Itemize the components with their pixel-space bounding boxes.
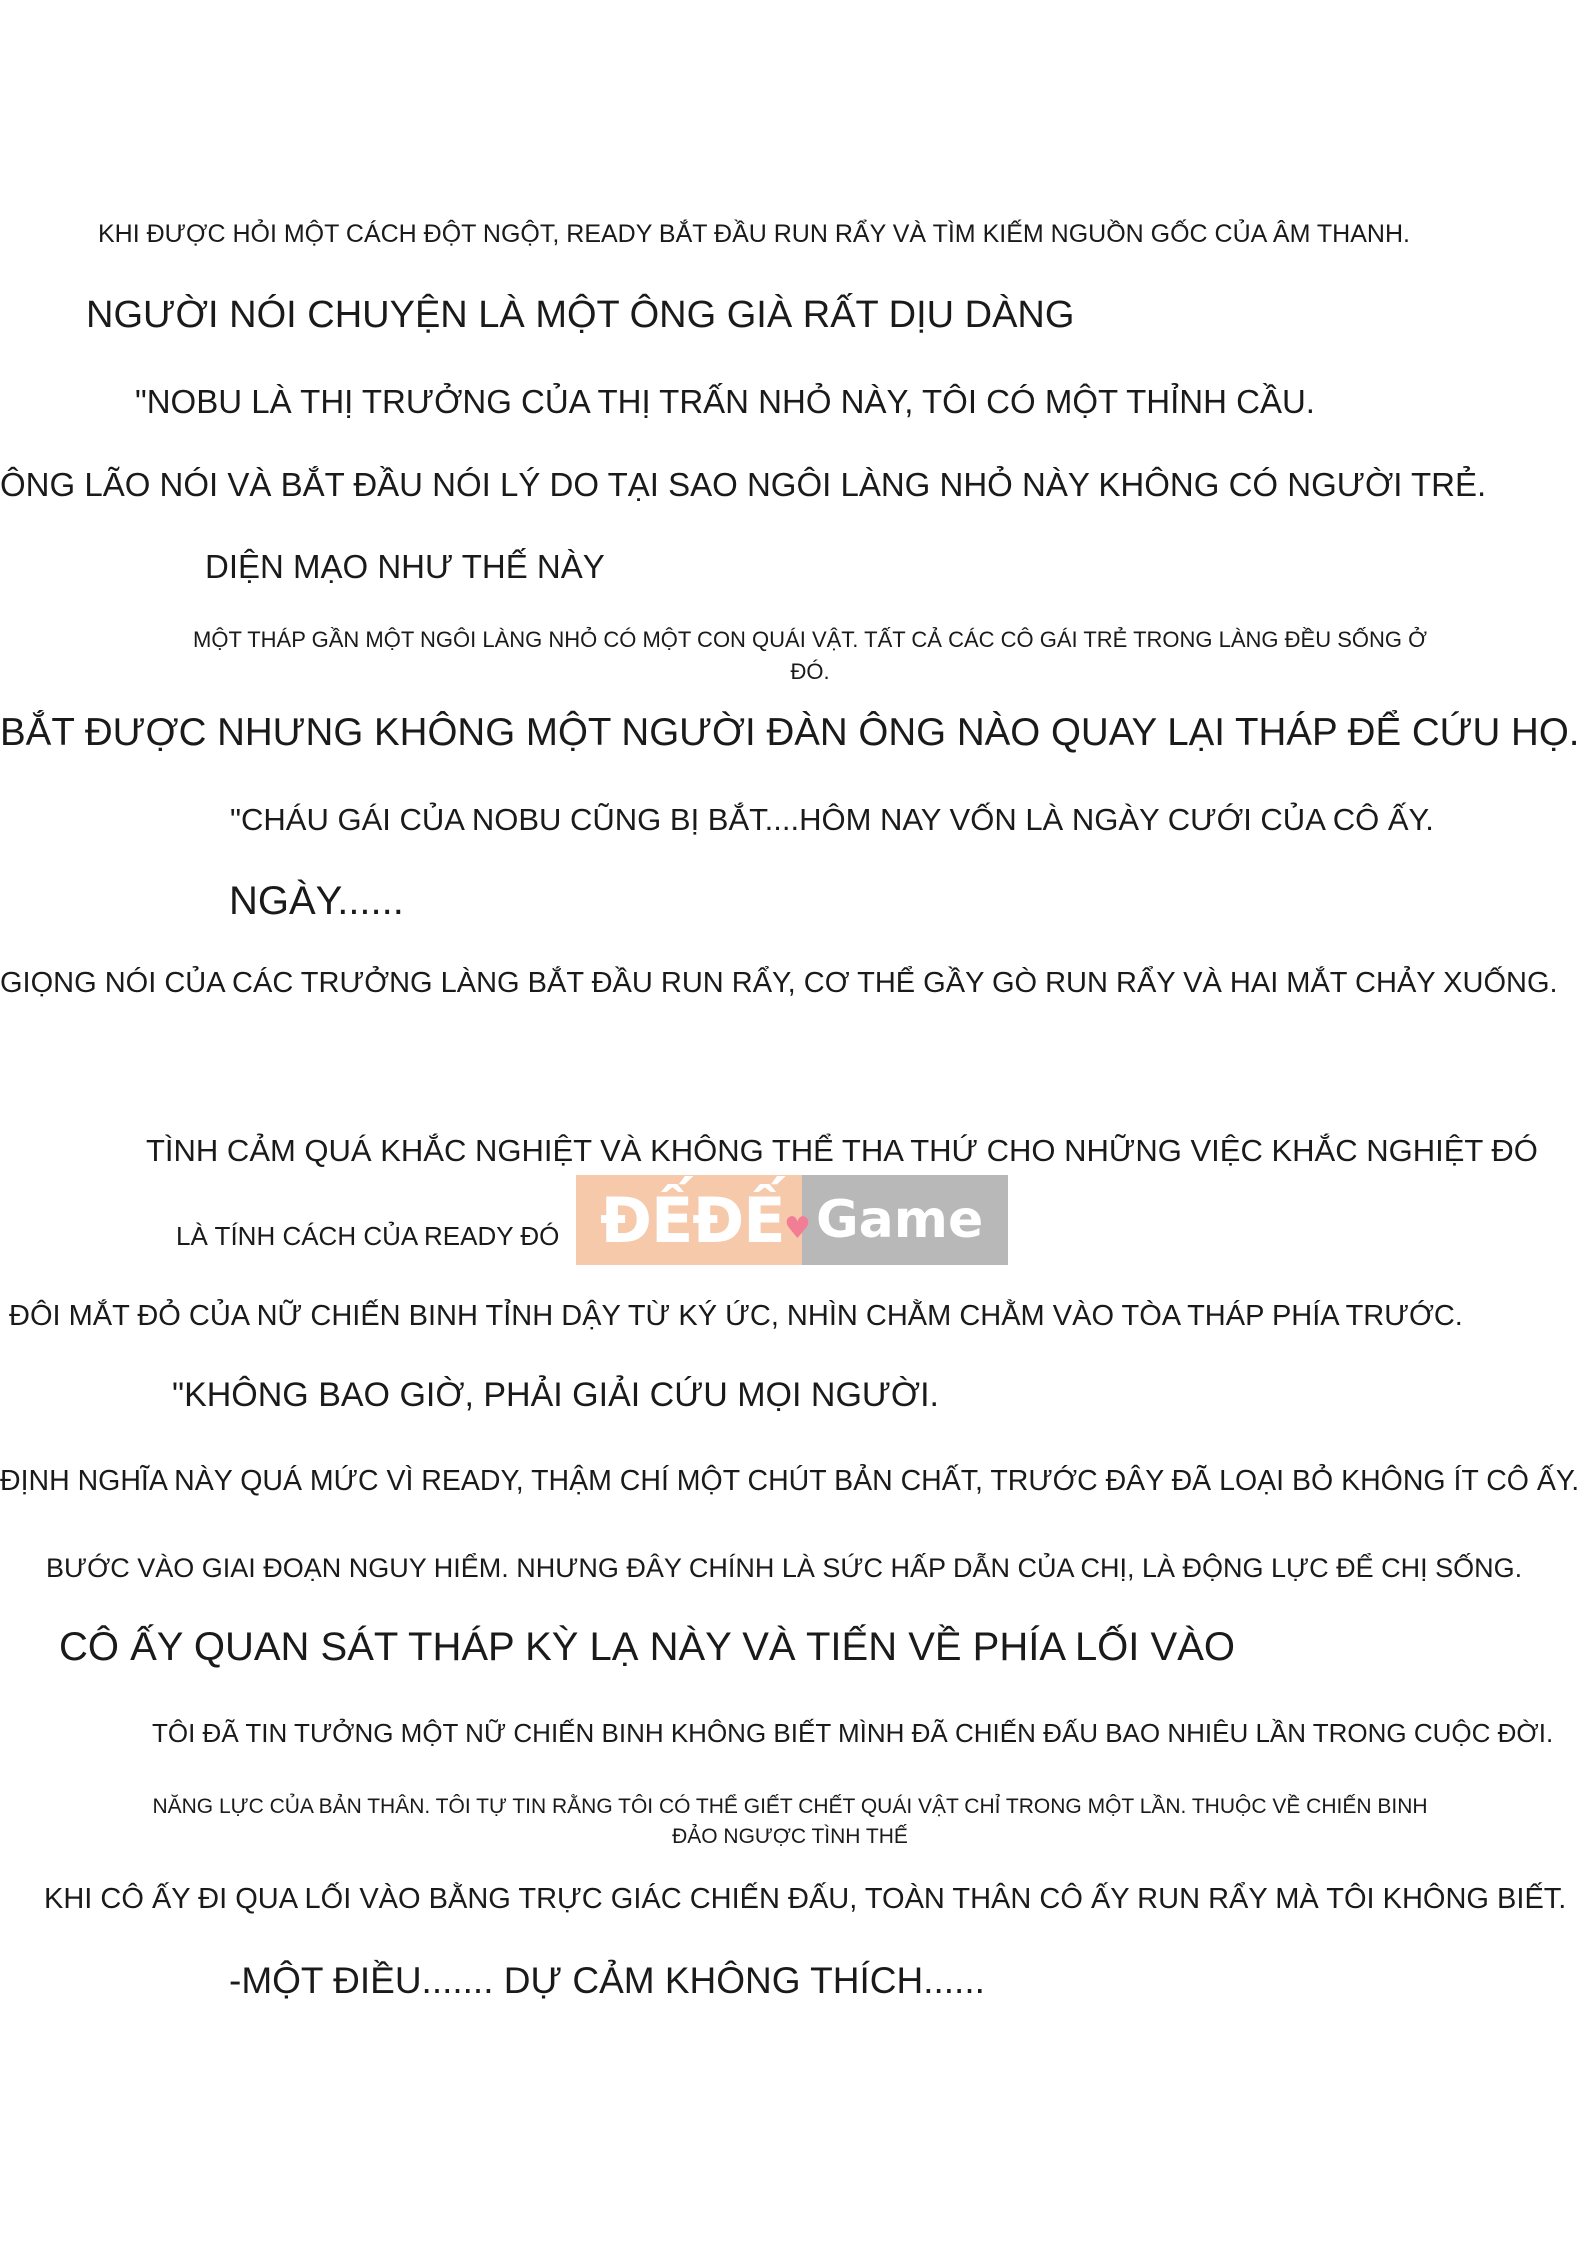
- paragraph-8: "CHÁU GÁI CỦA NOBU CŨNG BỊ BẮT....HÔM NAY VỐN LÀ NGÀY CƯỚI CỦA CÔ ẤY.: [230, 802, 1434, 837]
- paragraph-18: TÔI ĐÃ TIN TƯỞNG MỘT NỮ CHIẾN BINH KHÔNG BIẾT MÌNH ĐÃ CHIẾN ĐẤU BAO NHIÊU LẦN TRONG CUỘC ĐỜI.: [152, 1718, 1554, 1748]
- paragraph-7: BẮT ĐƯỢC NHƯNG KHÔNG MỘT NGƯỜI ĐÀN ÔNG NÀO QUAY LẠI THÁP ĐỂ CỨU HỌ.: [0, 711, 1580, 754]
- paragraph-3: "NOBU LÀ THỊ TRƯỞNG CỦA THỊ TRẤN NHỎ NÀY, TÔI CÓ MỘT THỈNH CẦU.: [135, 383, 1315, 420]
- paragraph-13: ĐÔI MẮT ĐỎ CỦA NỮ CHIẾN BINH TỈNH DẬY TỪ KÝ ỨC, NHÌN CHẰM CHẰM VÀO TÒA THÁP PHÍA TRƯỚC.: [9, 1300, 1463, 1332]
- heart-icon: ♥: [784, 1211, 811, 1246]
- paragraph-19: NĂNG LỰC CỦA BẢN THÂN. TÔI TỰ TIN RẰNG TÔI CÓ THỂ GIẾT CHẾT QUÁI VẬT CHỈ TRONG MỘT LẦN. THUỘC VỀ CHIẾN BINH ĐẢO NGƯỢC TÌNH THẾ: [152, 1795, 1428, 1849]
- watermark-brand-right: Game: [802, 1175, 1008, 1265]
- watermark-logo: [576, 1175, 1008, 1265]
- paragraph-16: BƯỚC VÀO GIAI ĐOẠN NGUY HIỂM. NHƯNG ĐÂY CHÍNH LÀ SỨC HẤP DẪN CỦA CHỊ, LÀ ĐỘNG LỰC ĐỂ CHỊ SỐNG.: [46, 1553, 1523, 1583]
- paragraph-20: KHI CÔ ẤY ĐI QUA LỐI VÀO BẰNG TRỰC GIÁC CHIẾN ĐẤU, TOÀN THÂN CÔ ẤY RUN RẨY MÀ TÔI KHÔNG BIẾT.: [44, 1883, 1567, 1915]
- paragraph-17: CÔ ẤY QUAN SÁT THÁP KỲ LẠ NÀY VÀ TIẾN VỀ PHÍA LỐI VÀO: [59, 1625, 1235, 1669]
- paragraph-14: "KHÔNG BAO GIỜ, PHẢI GIẢI CỨU MỌI NGƯỜI.: [172, 1376, 939, 1414]
- paragraph-10: GIỌNG NÓI CỦA CÁC TRƯỞNG LÀNG BẮT ĐẦU RUN RẨY, CƠ THỂ GẦY GÒ RUN RẨY VÀ HAI MẮT CHẢY XUỐNG.: [0, 967, 1558, 999]
- paragraph-21: -MỘT ĐIỀU....... DỰ CẢM KHÔNG THÍCH......: [229, 1960, 985, 2001]
- paragraph-2: NGƯỜI NÓI CHUYỆN LÀ MỘT ÔNG GIÀ RẤT DỊU DÀNG: [86, 294, 1075, 336]
- paragraph-11: TÌNH CẢM QUÁ KHẮC NGHIỆT VÀ KHÔNG THỂ THA THỨ CHO NHỮNG VIỆC KHẮC NGHIỆT ĐÓ: [146, 1133, 1538, 1168]
- paragraph-9: NGÀY......: [229, 879, 404, 923]
- watermark-brand-left: ĐẾĐẾ: [576, 1175, 802, 1265]
- paragraph-5: DIỆN MẠO NHƯ THẾ NÀY: [205, 548, 605, 585]
- paragraph-12: LÀ TÍNH CÁCH CỦA READY ĐÓ: [176, 1221, 560, 1251]
- paragraph-6: MỘT THÁP GẦN MỘT NGÔI LÀNG NHỎ CÓ MỘT CON QUÁI VẬT. TẤT CẢ CÁC CÔ GÁI TRẺ TRONG LÀNG ĐỀU SỐNG Ở ĐÓ.: [193, 627, 1427, 684]
- paragraph-15: ĐỊNH NGHĨA NÀY QUÁ MỨC VÌ READY, THẬM CHÍ MỘT CHÚT BẢN CHẤT, TRƯỚC ĐÂY ĐÃ LOẠI BỎ KHÔNG ÍT CÔ ẤY.: [0, 1465, 1580, 1497]
- paragraph-4: ÔNG LÃO NÓI VÀ BẮT ĐẦU NÓI LÝ DO TẠI SAO NGÔI LÀNG NHỎ NÀY KHÔNG CÓ NGƯỜI TRẺ.: [0, 466, 1487, 503]
- paragraph-1: KHI ĐƯỢC HỎI MỘT CÁCH ĐỘT NGỘT, READY BẮT ĐẦU RUN RẨY VÀ TÌM KIẾM NGUỒN GỐC CỦA ÂM THANH.: [98, 220, 1410, 248]
